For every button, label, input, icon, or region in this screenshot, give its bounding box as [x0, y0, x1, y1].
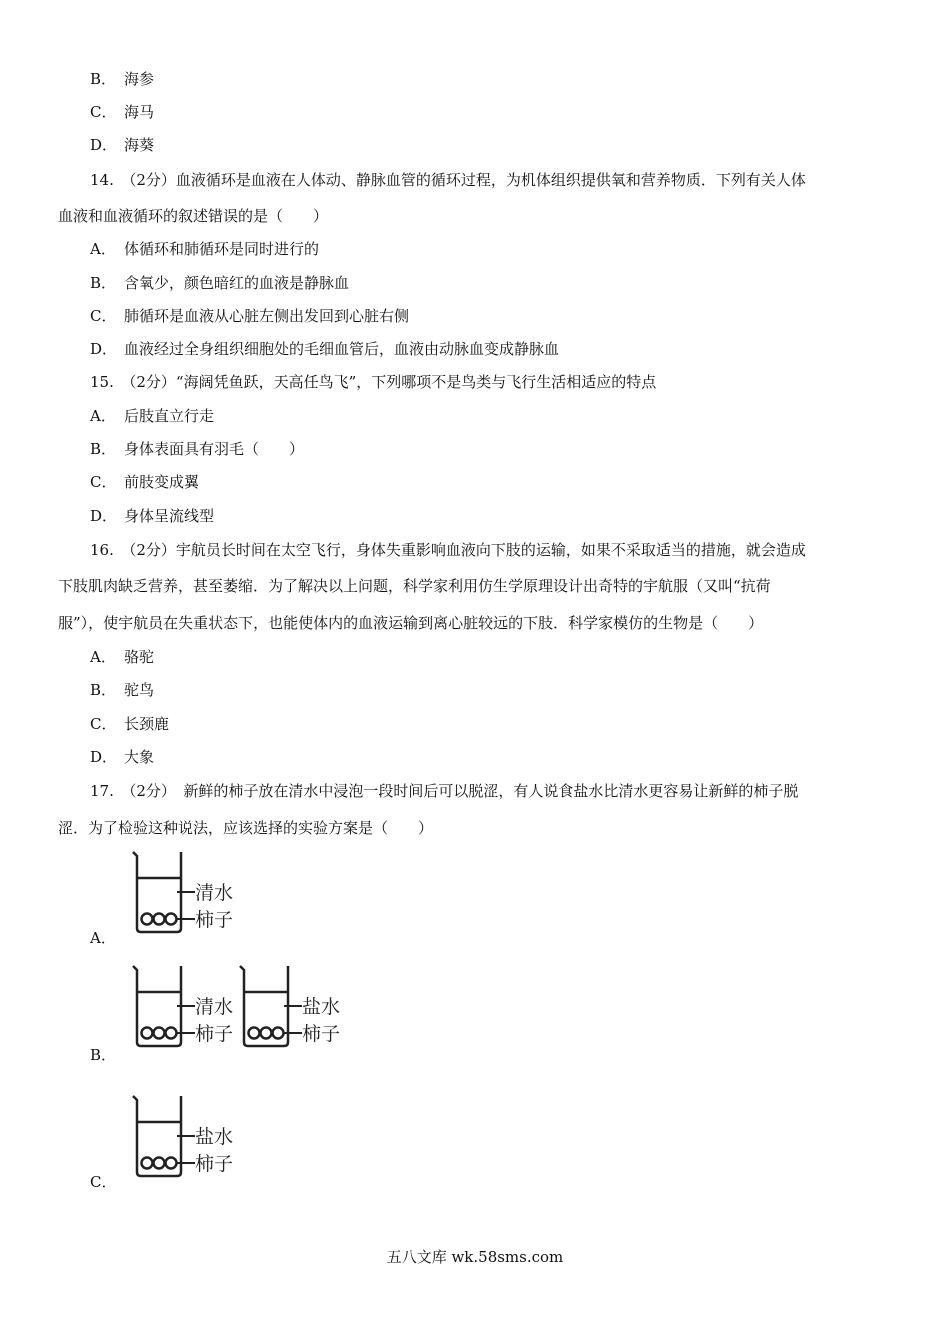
label-persimmon: 柿子 [195, 1023, 234, 1045]
option-letter: C． [90, 473, 117, 491]
label-clear-water: 清水 [195, 996, 234, 1018]
q14-option-c [90, 306, 409, 326]
option-text: 海葵 [124, 136, 155, 154]
option-text: 大象 [124, 748, 155, 766]
option-text: 含氧少，颜色暗红的血液是静脉血 [124, 274, 350, 292]
label-clear-water: 清水 [195, 882, 234, 904]
q15-option-a [90, 406, 214, 426]
option-letter: C． [90, 307, 117, 325]
option-letter: D． [90, 748, 118, 766]
option-letter: C． [90, 103, 117, 121]
q17-stem-line2: 涩．为了检验这种说法，应该选择的实验方案是（ ） [58, 819, 434, 837]
page-footer: 五八文库 wk.58sms.com [386, 1248, 564, 1266]
option-text: 身体呈流线型 [124, 507, 215, 525]
q13-option-d [90, 135, 154, 155]
q14-option-a [90, 239, 319, 259]
q15-stem-line1: 15. （2分）“海阔凭鱼跃，天高任鸟飞”，下列哪项不是鸟类与飞行生活相适应的特点 [90, 373, 657, 391]
q16-option-a [90, 647, 154, 667]
beaker-clear-water-b [125, 962, 245, 1052]
option-letter: B． [90, 681, 117, 699]
option-letter: D． [90, 340, 118, 358]
q14-option-b [90, 273, 349, 293]
q15-option-d [90, 506, 214, 526]
option-text: 长颈鹿 [124, 715, 170, 733]
option-text: 身体表面具有羽毛（ ） [124, 440, 305, 458]
label-persimmon: 柿子 [195, 1153, 234, 1175]
beaker-clear-water-a [125, 848, 245, 938]
option-letter: A． [90, 240, 116, 258]
option-letter: B． [90, 274, 117, 292]
label-salt-water: 盐水 [195, 1126, 234, 1148]
q17-option-a-letter: A． [90, 929, 116, 947]
option-letter: D． [90, 507, 118, 525]
q16-option-c [90, 714, 169, 734]
option-text: 海参 [124, 70, 155, 88]
q13-option-b [90, 69, 154, 89]
q15-option-c [90, 472, 199, 492]
q16-stem-line2: 下肢肌肉缺乏营养，甚至萎缩．为了解决以上问题，科学家利用仿生学原理设计出奇特的宇航服（又叫“抗荷 [58, 577, 771, 595]
q14-option-d [90, 339, 559, 359]
beaker-salt-water-c [125, 1092, 245, 1182]
option-letter: B． [90, 70, 117, 88]
option-text: 血液经过全身组织细胞处的毛细血管后，血液由动脉血变成静脉血 [124, 340, 560, 358]
q14-stem-line1: 14. （2分）血液循环是血液在人体动、静脉血管的循环过程，为机体组织提供氧和营养物质．下列有关人体 [90, 171, 806, 189]
option-letter: D． [90, 136, 118, 154]
q17-option-b-letter: B． [90, 1046, 117, 1064]
option-letter: A． [90, 648, 116, 666]
q16-stem-line1: 16. （2分）宇航员长时间在太空飞行，身体失重影响血液向下肢的运输，如果不采取适当的措施，就会造成 [90, 541, 806, 559]
option-letter: C． [90, 715, 117, 733]
q16-stem-line3: 服”），使宇航员在失重状态下，也能使体内的血液运输到离心脏较远的下肢．科学家模仿的生物是（ ） [58, 614, 764, 632]
label-salt-water: 盐水 [302, 996, 341, 1018]
q17-option-c-letter: C． [90, 1173, 117, 1191]
option-letter: B． [90, 440, 117, 458]
option-text: 骆驼 [124, 648, 155, 666]
option-text: 前肢变成翼 [124, 473, 200, 491]
q17-stem-line1: 17. （2分） 新鲜的柿子放在清水中浸泡一段时间后可以脱涩，有人说食盐水比清水更容易让新鲜的柿子脱 [90, 782, 799, 800]
option-letter: A． [90, 407, 116, 425]
q14-stem-line2: 血液和血液循环的叙述错误的是（ ） [58, 207, 329, 225]
q16-option-b [90, 680, 154, 700]
q13-option-c [90, 102, 154, 122]
q16-option-d [90, 747, 154, 767]
label-persimmon: 柿子 [195, 909, 234, 931]
option-text: 驼鸟 [124, 681, 155, 699]
label-persimmon: 柿子 [302, 1023, 341, 1045]
option-text: 后肢直立行走 [124, 407, 215, 425]
beaker-salt-water-b [232, 962, 352, 1052]
option-text: 海马 [124, 103, 155, 121]
q15-option-b [90, 439, 304, 459]
option-text: 肺循环是血液从心脏左侧出发回到心脏右侧 [124, 307, 410, 325]
option-text: 体循环和肺循环是同时进行的 [124, 240, 320, 258]
